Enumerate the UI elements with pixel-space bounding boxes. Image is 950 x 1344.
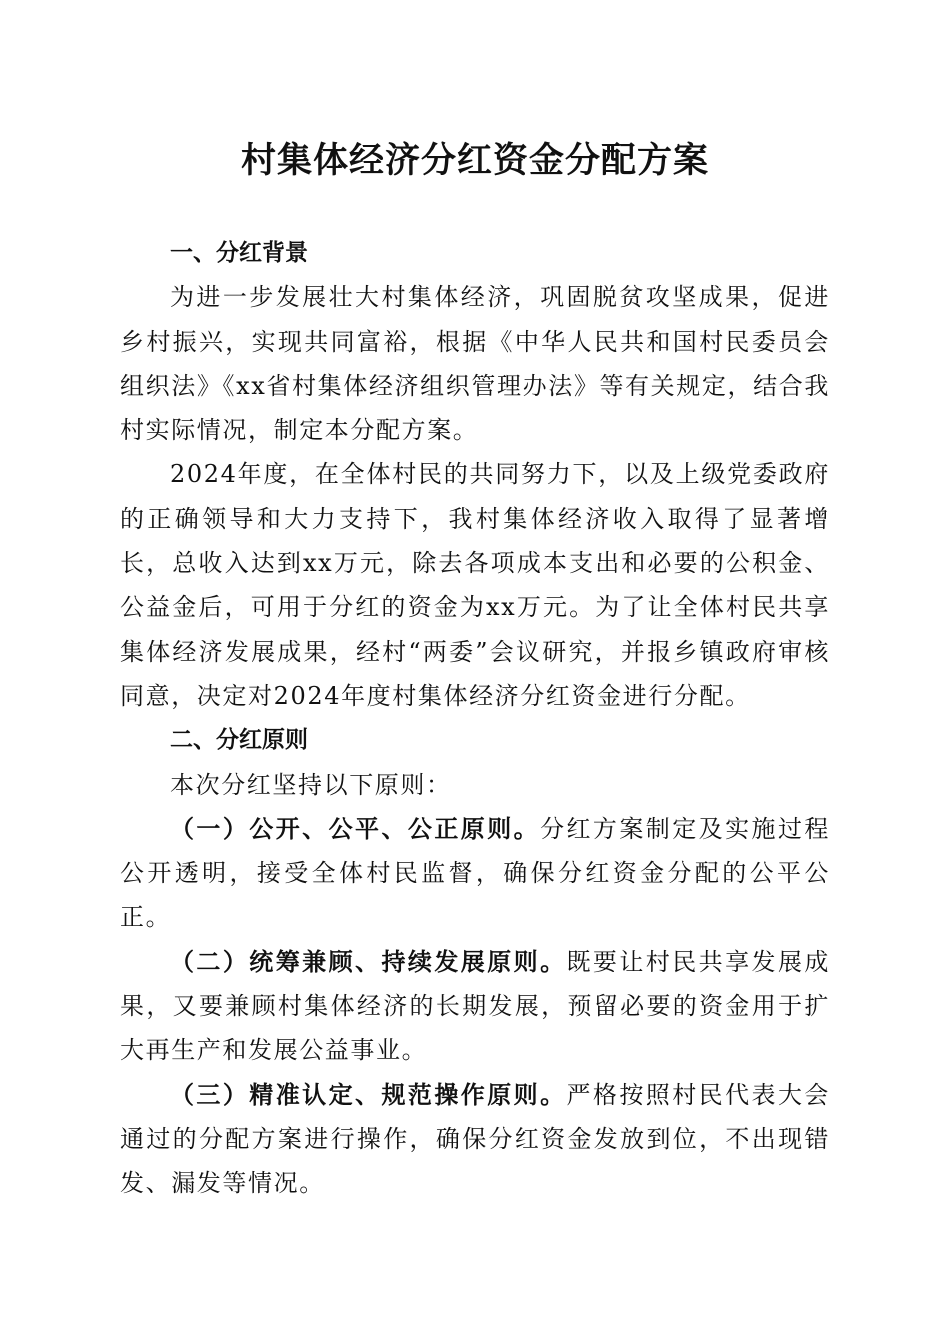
background-paragraph-2: 2024年度，在全体村民的共同努力下，以及上级党委政府的正确领导和大力支持下，我村集体经济收入取得了显著增长，总收入达到xx万元，除去各项成本支出和必要的公积金、公益金后，可用于分红的资金为xx万元。为了让全体村民共享集体经济发展成果，经村“两委”会议研究，并报乡镇政府审核同意，决定对2024年度村集体经济分红资金进行分配。 bbox=[120, 460, 830, 710]
section-principles bbox=[120, 718, 830, 1205]
principle-text-1: 分红方案制定及实施过程公开透明，接受全体村民监督，确保分红资金分配的公平公正。 bbox=[120, 814, 830, 932]
document-body bbox=[120, 231, 830, 1206]
principle-text-3: 严格按照村民代表大会通过的分配方案进行操作，确保分红资金发放到位，不出现错发、漏发等情况。 bbox=[120, 1080, 830, 1198]
section-heading-principles: 二、分红原则 bbox=[170, 727, 308, 754]
principle-text-2: 既要让村民共享发展成果，又要兼顾村集体经济的长期发展，预留必要的资金用于扩大再生产和发展公益事业。 bbox=[120, 947, 830, 1065]
principle-label-3: （三）精准认定、规范操作原则。 bbox=[170, 1080, 567, 1109]
section-background bbox=[120, 231, 830, 718]
section-heading-background: 一、分红背景 bbox=[170, 240, 308, 266]
principles-intro: 本次分红坚持以下原则： bbox=[170, 770, 452, 799]
principle-label-1: （一）公开、公平、公正原则。 bbox=[170, 814, 541, 843]
background-paragraph-1: 为进一步发展壮大村集体经济，巩固脱贫攻坚成果，促进乡村振兴，实现共同富裕，根据《中华人民共和国村民委员会组织法》《xx省村集体经济组织管理办法》等有关规定，结合我村实际情况，制定本分配方案。 bbox=[120, 283, 830, 445]
principle-label-2: （二）统筹兼顾、持续发展原则。 bbox=[170, 947, 567, 976]
principle-item-2 bbox=[120, 940, 830, 1073]
principle-item-3 bbox=[120, 1073, 830, 1206]
document-title: 村集体经济分红资金分配方案 bbox=[240, 141, 709, 181]
principle-item-1 bbox=[120, 807, 830, 940]
